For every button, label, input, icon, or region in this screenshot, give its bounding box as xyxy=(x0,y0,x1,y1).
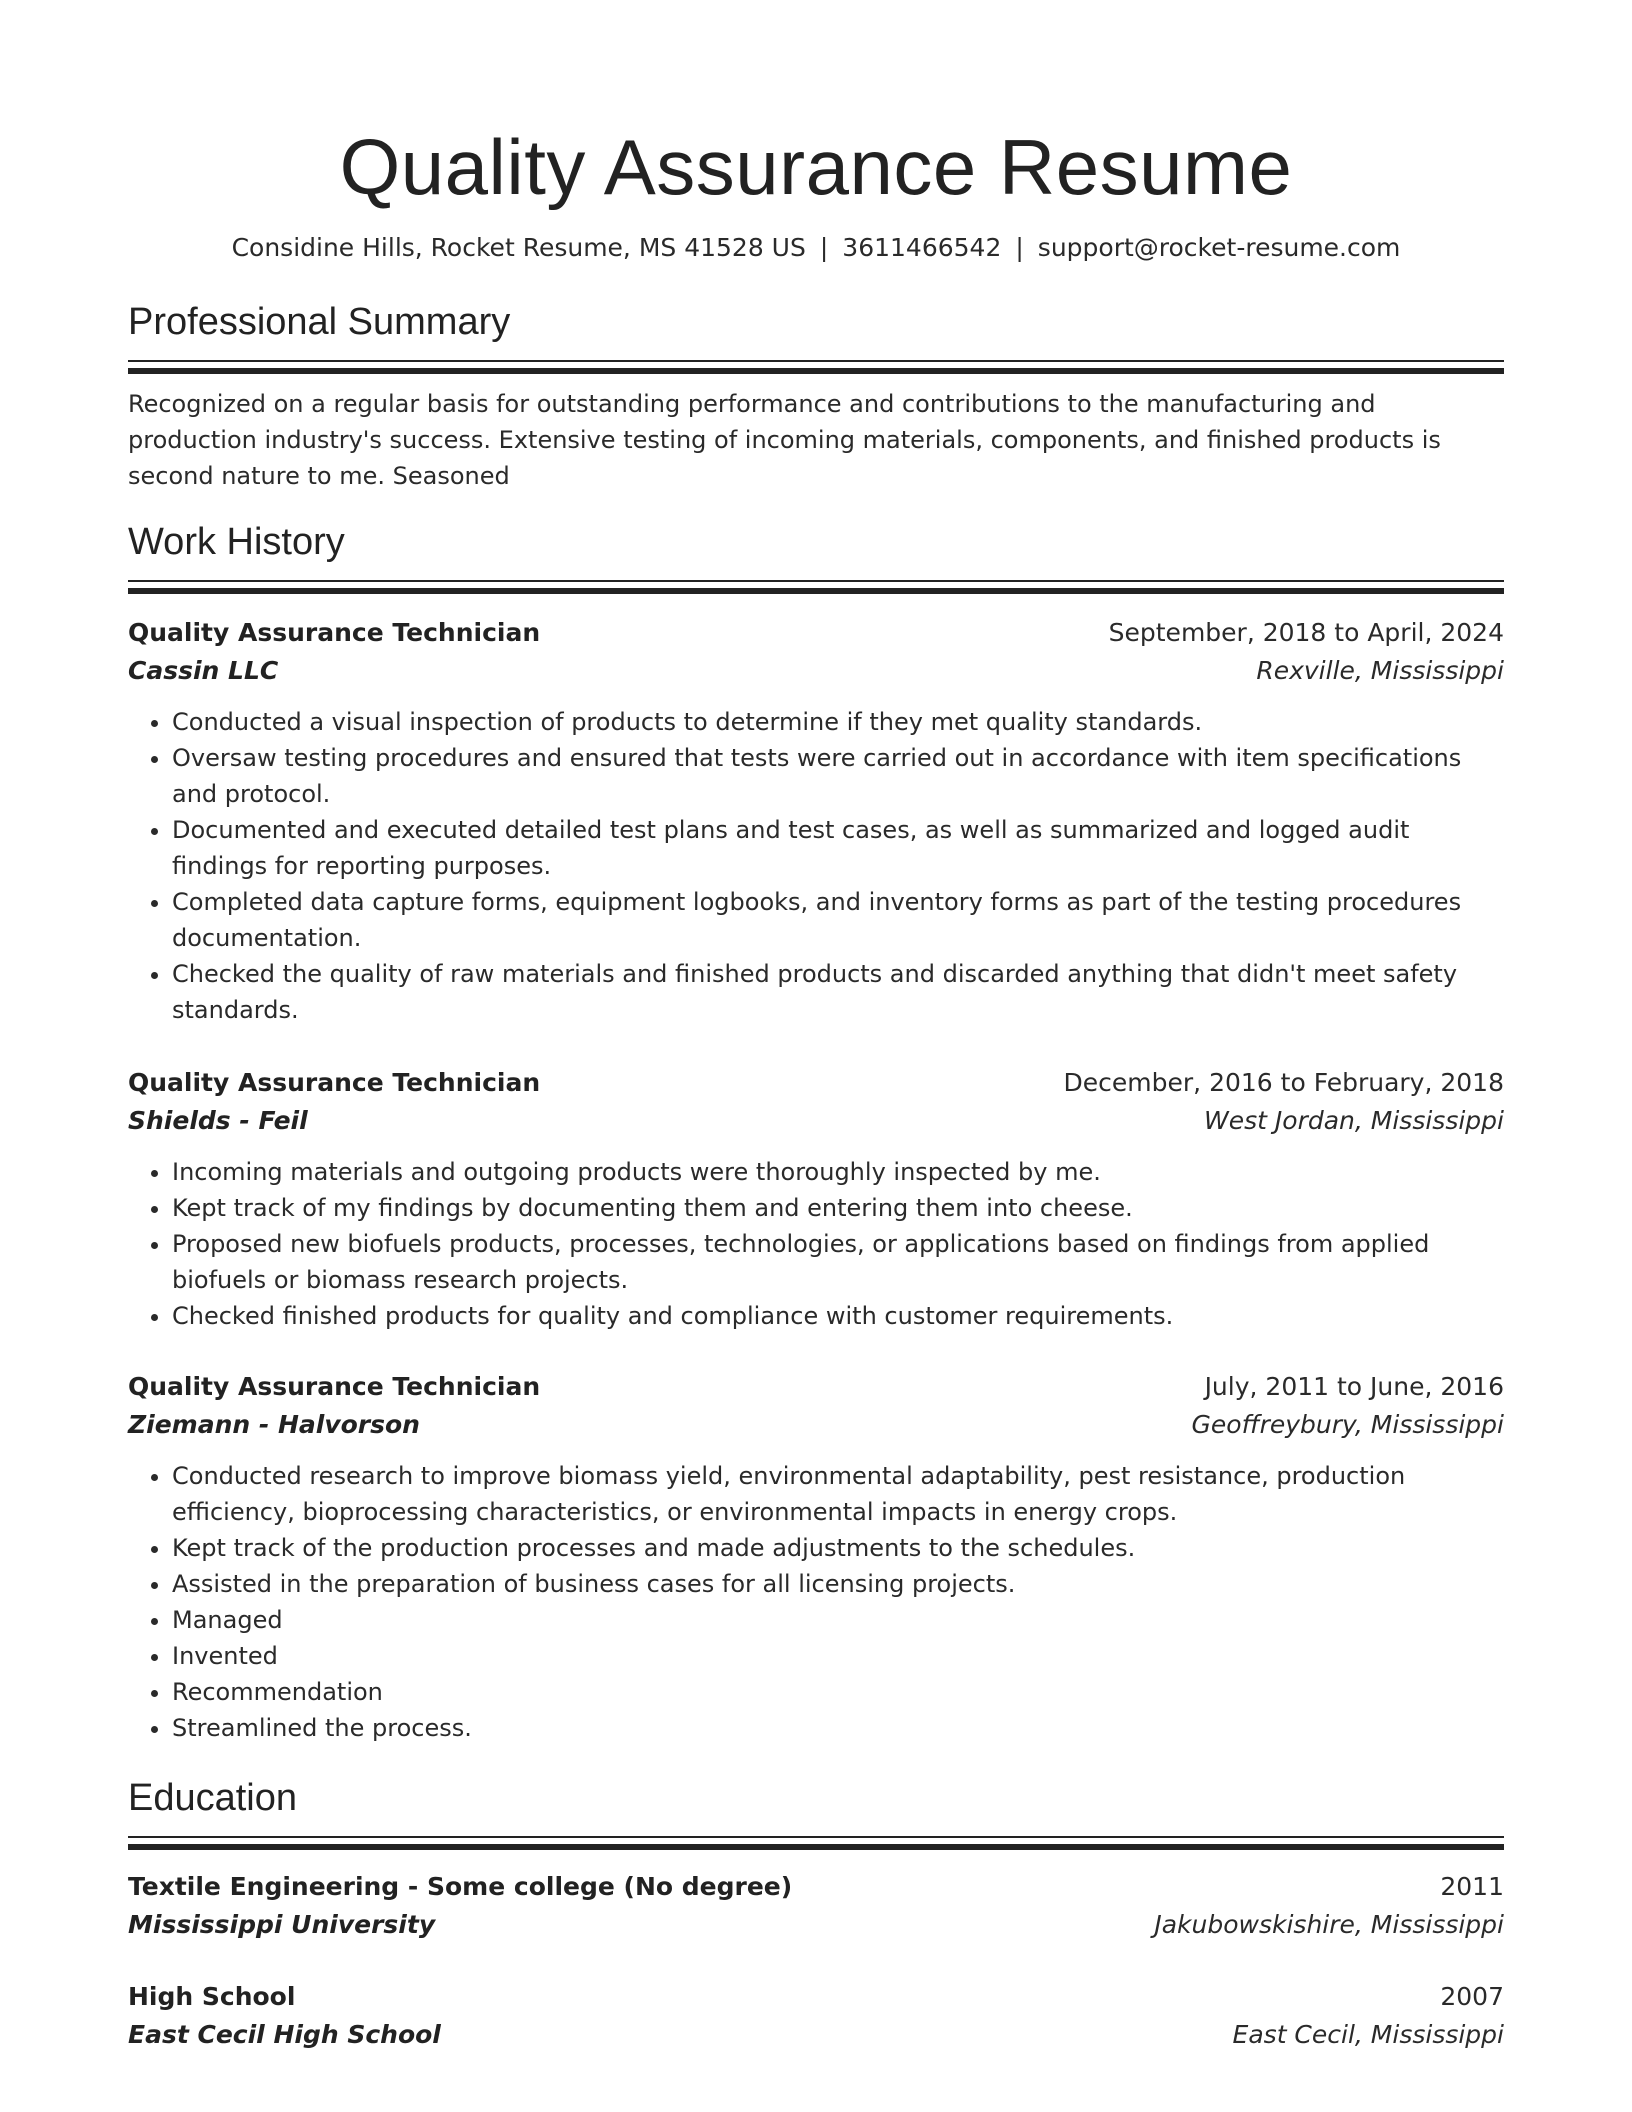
job-bullet: • Recommendation xyxy=(172,1674,1504,1710)
job-entry xyxy=(128,1064,1504,1334)
job-location: West Jordan, Mississippi xyxy=(1204,1106,1504,1135)
education-location: East Cecil, Mississippi xyxy=(1232,2020,1504,2049)
job-bullet: • Kept track of the production processes and made adjustments to the schedules. xyxy=(172,1530,1504,1566)
contact-phone: 3611466542 xyxy=(842,233,1002,262)
section-title-work-history: Work History xyxy=(128,521,345,563)
job-title: Quality Assurance Technician xyxy=(128,1068,541,1097)
section-divider xyxy=(128,1836,1504,1850)
education-school: East Cecil High School xyxy=(128,2020,441,2049)
job-location: Geoffreybury, Mississippi xyxy=(1191,1410,1504,1439)
job-dates: December, 2016 to February, 2018 xyxy=(1063,1068,1504,1097)
job-dates: September, 2018 to April, 2024 xyxy=(1108,618,1504,647)
contact-separator: | xyxy=(819,233,829,262)
job-bullet: • Completed data capture forms, equipment logbooks, and inventory forms as part of the testing procedures documentation. xyxy=(172,884,1504,956)
education-entry xyxy=(128,1978,1504,2054)
job-bullet: • Checked the quality of raw materials and finished products and discarded anything that didn't meet safety standards. xyxy=(172,956,1504,1028)
job-title: Quality Assurance Technician xyxy=(128,1372,541,1401)
contact-separator: | xyxy=(1015,233,1024,262)
job-company: Ziemann - Halvorson xyxy=(128,1410,420,1439)
job-bullet: • Proposed new biofuels products, processes, technologies, or applications based on findings from applied biofuels or biomass research projects. xyxy=(172,1226,1504,1298)
section-title-summary: Professional Summary xyxy=(128,301,511,343)
job-bullet: • Managed xyxy=(172,1602,1504,1638)
job-entry xyxy=(128,614,1504,1028)
job-title: Quality Assurance Technician xyxy=(128,618,541,647)
education-location: Jakubowskishire, Mississippi xyxy=(1154,1910,1504,1939)
resume-title: Quality Assurance Resume xyxy=(339,123,1293,211)
job-bullet: • Assisted in the preparation of business cases for all licensing projects. xyxy=(172,1566,1504,1602)
job-bullets xyxy=(128,704,1504,1028)
contact-email: support@rocket-resume.com xyxy=(1037,233,1401,262)
job-bullet: • Invented xyxy=(172,1638,1504,1674)
education-year: 2007 xyxy=(1440,1982,1504,2011)
section-divider xyxy=(128,580,1504,594)
job-bullet: • Conducted research to improve biomass yield, environmental adaptability, pest resistance, production efficiency, bioprocessing characteristics, or environmental impacts in energy crops. xyxy=(172,1458,1504,1530)
job-location: Rexville, Mississippi xyxy=(1256,656,1504,685)
job-bullet: • Conducted a visual inspection of products to determine if they met quality standards. xyxy=(172,704,1504,740)
section-divider xyxy=(128,360,1504,374)
job-bullet: • Incoming materials and outgoing products were thoroughly inspected by me. xyxy=(172,1154,1504,1190)
job-bullets xyxy=(128,1458,1504,1746)
education-entry xyxy=(128,1868,1504,1944)
contact-address: Considine Hills, Rocket Resume, MS 41528 US xyxy=(231,233,806,262)
job-company: Shields - Feil xyxy=(128,1106,308,1135)
job-bullet: • Kept track of my findings by documenting them and entering them into cheese. xyxy=(172,1190,1504,1226)
job-bullet: • Checked finished products for quality and compliance with customer requirements. xyxy=(172,1298,1504,1334)
job-bullet: • Documented and executed detailed test plans and test cases, as well as summarized and logged audit findings for reporting purposes. xyxy=(172,812,1504,884)
summary-text: Recognized on a regular basis for outstanding performance and contributions to the manufacturing and production industry's success. Extensive testing of incoming materials, components, and finished products is second nature to me. Seasoned xyxy=(128,390,1441,490)
education-degree: High School xyxy=(128,1982,296,2011)
job-bullets xyxy=(128,1154,1504,1334)
job-dates: July, 2011 to June, 2016 xyxy=(1204,1372,1504,1401)
education-year: 2011 xyxy=(1440,1872,1504,1901)
job-bullet: • Streamlined the process. xyxy=(172,1710,1504,1746)
job-company: Cassin LLC xyxy=(128,656,279,685)
section-title-education: Education xyxy=(128,1777,298,1819)
resume-page xyxy=(128,0,1504,2054)
education-degree: Textile Engineering - Some college (No degree) xyxy=(128,1872,793,1901)
education-school: Mississippi University xyxy=(128,1910,436,1939)
job-entry xyxy=(128,1368,1504,1746)
contact-line xyxy=(128,230,1504,266)
job-bullet: • Oversaw testing procedures and ensured that tests were carried out in accordance with item specifications and protocol. xyxy=(172,740,1504,812)
